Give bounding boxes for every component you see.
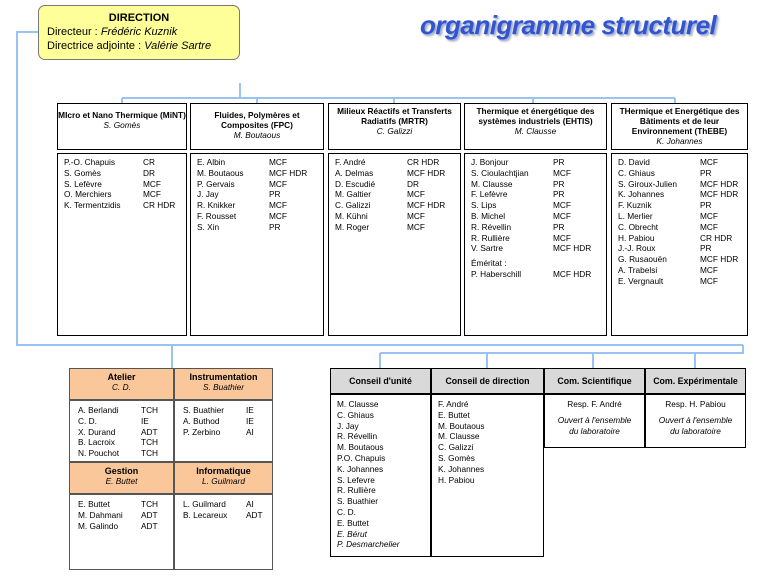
team-header [464,103,607,150]
member-grade: PR [553,178,565,189]
member-name: A. Berlandi [78,405,119,415]
member-name: E. Buttet [78,499,110,509]
council-member: M. Clausse [337,399,379,409]
member-grade: TCH [141,405,159,415]
member-grade: MCF [407,189,425,200]
member-grade: MCF [407,221,425,232]
council-member: E. Buttet [438,409,470,420]
team-members [190,153,324,336]
member-name: K. Johannes [618,189,665,200]
team-members [57,153,187,336]
member-grade: MCF HDR [407,200,446,211]
member-grade: PR [269,189,281,200]
service-responsable: L. Guilmard [202,476,245,486]
member-row [471,179,606,190]
council-note: Ouvert à l'ensemble du laboratoire [557,414,632,436]
member-row [471,269,606,280]
member-name: F. Kuznik [618,200,652,211]
member-name: F. André [335,157,366,167]
council-member: S. Buathier [337,496,379,507]
service-name: Informatique [196,466,251,476]
member-grade: PR [700,243,712,254]
member-row [618,265,747,276]
service-header [69,368,174,400]
service-header [174,368,273,400]
council-member: C. Ghiaus [337,409,374,420]
member-grade: MCF [700,264,718,275]
member-grade: MCF [553,210,571,221]
member-name: S. Lefèvre [64,178,102,189]
member-grade: MCF [700,210,718,221]
member-name: P. Haberschill [471,268,522,279]
member-row [335,179,460,190]
member-name: S. Giroux-Julien [618,178,678,189]
council-member: C. Galizzi [438,442,474,453]
member-row [183,499,272,510]
member-grade: PR [553,157,565,167]
member-grade: IE [246,405,254,415]
member-name: H. Pabiou [618,232,655,243]
member-name: M. Dahmani [78,509,123,520]
service-responsable: S. Buathier [202,382,245,392]
council-member: M. Clausse [438,431,480,442]
member-grade: MCF [269,157,287,167]
council-member: J. Jay [337,420,359,431]
service-members [174,494,273,570]
member-row [618,233,747,244]
member-row [471,243,606,254]
member-grade: AI [246,499,254,509]
member-grade: MCF [407,210,425,221]
member-row [183,427,272,438]
member-name: C. Ghiaus [618,167,655,178]
member-row [618,243,747,254]
member-row [618,179,747,190]
member-row [78,427,173,438]
member-grade: MCF HDR [553,268,592,279]
member-name: R. Knikker [197,200,236,211]
member-grade: MCF [143,178,161,189]
council-note: Ouvert à l'ensemble du laboratoire [658,414,733,436]
director-name: Frédéric Kuznik [100,26,178,38]
member-grade: MCF HDR [269,167,308,178]
council-body [645,394,746,448]
member-name: D. David [618,157,650,167]
member-row [197,211,323,222]
member-row [78,499,173,510]
council-member: H. Pabiou [438,474,475,485]
deputy-row [39,39,239,53]
member-grade: MCF [700,157,718,167]
member-row [78,437,173,448]
council-member: C. D. [337,506,356,517]
council-header: Conseil d'unité [330,368,431,394]
member-name: M. Clausse [471,178,513,189]
member-name: J.-J. Roux [618,243,656,254]
member-row [64,189,186,200]
member-name: P. Gervais [197,178,235,189]
member-name: M. Galtier [335,189,371,200]
member-row [618,168,747,179]
member-row [78,510,173,521]
member-row [78,521,173,532]
council-member: S. Gomès [438,452,475,463]
director-label: Directeur : [47,26,98,38]
member-row [335,222,460,233]
council-member: F. André [438,399,469,409]
member-name: J. Jay [197,189,219,200]
member-grade: TCH [141,448,159,459]
member-grade: MCF HDR [700,254,739,265]
member-grade: MCF [553,167,571,178]
service-members [69,400,174,462]
member-row [335,157,460,168]
member-grade: AI [246,426,254,437]
council-invited: E. Bérut [337,528,367,539]
member-grade: CR HDR [143,200,176,211]
council-member: K. Johannes [337,463,384,474]
member-name: N. Pouchot [78,448,120,459]
member-row [197,168,323,179]
team-header [328,103,461,150]
member-name: M. Roger [335,221,370,232]
member-name: S. Buathier [183,405,225,415]
member-grade: PR [553,189,565,200]
member-row [64,200,186,211]
member-name: C. D. [78,415,97,426]
member-row [618,254,747,265]
member-name: F. Rousset [197,210,237,221]
member-name: C. Galizzi [335,200,371,211]
member-grade: MCF [269,200,287,211]
council-member: S. Lefevre [337,474,375,485]
member-grade: MCF [553,232,571,243]
member-grade: PR [269,221,281,232]
council-member: M. Boutaous [438,420,485,431]
team-header [190,103,324,150]
service-responsable: C. D. [112,382,131,392]
member-grade: DR [407,178,419,189]
member-grade: MCF [269,178,287,189]
member-row [471,222,606,233]
council-header: Conseil de direction [431,368,544,394]
member-name: B. Michel [471,210,506,221]
member-name: L. Guilmard [183,499,226,509]
member-row [197,222,323,233]
member-name: M. Kühni [335,210,368,221]
member-grade: ADT [141,426,158,437]
member-grade: PR [553,221,565,232]
member-name: A. Buthod [183,415,220,426]
member-row [471,200,606,211]
council-member: E. Buttet [337,517,369,528]
member-row [618,276,747,287]
council-invited: P. Desmarchelier [337,539,400,550]
member-row [471,168,606,179]
member-name: F. Lefèvre [471,189,508,200]
member-row [335,200,460,211]
team-members [464,153,607,336]
direction-box [38,5,240,60]
service-name: Atelier [107,372,136,382]
member-grade: MCF HDR [553,243,592,254]
team-name: MIcro et Nano Thermique (MiNT) [58,110,186,120]
council-member: P.O. Chapuis [337,452,386,463]
member-name: R. Rullière [471,232,510,243]
member-grade: IE [246,415,254,426]
member-row [618,157,747,168]
member-name: P. Zerbino [183,426,221,437]
council-responsable: Resp. F. André [567,399,622,409]
member-row [471,157,606,168]
member-name: X. Durand [78,426,116,437]
member-row [183,510,272,521]
member-name: J. Bonjour [471,157,509,167]
member-row [78,416,173,427]
team-members [611,153,748,336]
member-row [618,222,747,233]
member-row [183,416,272,427]
council-member: M. Boutaous [337,442,384,453]
member-name: V. Sartre [471,243,503,254]
member-row [335,189,460,200]
member-grade: TCH [141,499,159,509]
member-row [64,179,186,190]
member-row [471,233,606,244]
council-body [544,394,645,448]
member-grade: PR [700,167,712,178]
member-row [618,200,747,211]
member-row [471,211,606,222]
emeritat-label: Éméritat : [471,258,507,269]
team-header [611,103,748,150]
member-row [197,179,323,190]
member-grade: MCF HDR [407,167,446,178]
member-name: B. Lacroix [78,437,115,448]
member-row [64,157,186,168]
member-row [335,168,460,179]
member-row [471,189,606,200]
member-name: S. Gomès [64,167,101,178]
member-grade: ADT [141,509,158,520]
team-responsable: M. Boutaous [233,130,281,140]
member-grade: ADT [141,520,158,531]
member-name: E. Vergnault [618,275,664,286]
team-members [328,153,461,336]
team-responsable: M. Clausse [514,126,557,136]
team-header [57,103,187,150]
member-grade: CR [143,157,155,167]
member-row [618,189,747,200]
member-row [197,189,323,200]
deputy-name: Valérie Sartre [144,40,212,52]
member-grade: TCH [141,437,159,448]
member-name: M. Boutaous [197,167,244,178]
member-row [197,157,323,168]
service-members [69,494,174,570]
member-grade: MCF HDR [700,189,739,200]
team-responsable: C. Galizzi [376,126,413,136]
member-row [78,448,173,459]
member-grade: MCF [269,210,287,221]
member-name: C. Obrecht [618,221,659,232]
team-responsable: S. Gomès [103,120,141,130]
member-name: S. Cioulachtjian [471,167,529,178]
member-name: S. Xin [197,221,220,232]
member-row [335,211,460,222]
member-grade: DR [143,167,155,178]
member-name: S. Lips [471,200,497,211]
director-row [39,25,239,39]
council-header: Com. Expérimentale [645,368,746,394]
council-responsable: Resp. H. Pabiou [665,399,726,409]
member-grade: IE [141,415,149,426]
member-name: A. Trabelsi [618,264,658,275]
member-name: A. Delmas [335,167,374,178]
council-body [330,394,431,557]
member-row [183,405,272,416]
member-name: P.-O. Chapuis [64,157,116,167]
page-title: organigramme structurel [420,10,717,40]
service-members [174,400,273,462]
member-name: G. Rusaouën [618,254,667,265]
council-member: R. Révellin [337,431,378,442]
member-grade: MCF [143,189,161,200]
team-name: Milieux Réactifs et Transferts Radiatifs (MRTR) [337,106,452,126]
member-name: D. Escudié [335,178,376,189]
team-name: Fluides, Polymères et Composites (FPC) [214,110,300,130]
council-member: K. Johannes [438,463,485,474]
service-name: Gestion [104,466,139,476]
service-header [174,462,273,494]
member-row [78,405,173,416]
member-name: R. Révellin [471,221,512,232]
council-member: R. Rullière [337,485,376,496]
member-name: K. Termentzidis [64,200,121,211]
member-row [64,168,186,179]
member-grade: MCF [700,221,718,232]
service-header [69,462,174,494]
member-name: E. Albin [197,157,226,167]
member-name: L. Merlier [618,210,653,221]
team-name: Thermique et énergétique des systèmes industriels (EHTIS) [476,106,595,126]
deputy-label: Directrice adjointe : [47,40,142,52]
council-header: Com. Scientifique [544,368,645,394]
service-name: Instrumentation [189,372,258,382]
service-responsable: E. Buttet [105,476,138,486]
member-grade: CR HDR [700,232,733,243]
member-grade: MCF HDR [700,178,739,189]
member-name: B. Lecareux [183,509,228,520]
member-grade: MCF [700,275,718,286]
member-name: M. Galindo [78,520,119,531]
member-grade: CR HDR [407,157,440,167]
member-grade: MCF [553,200,571,211]
team-responsable: K. Johannes [656,136,703,146]
council-body [431,394,544,557]
team-name: THermique et Energétique des Bâtiments et de leur Environnement (ThEBE) [619,106,740,136]
direction-title: DIRECTION [108,12,170,24]
member-grade: PR [700,200,712,211]
member-name: O. Merchiers [64,189,112,200]
member-row [618,211,747,222]
member-row [197,200,323,211]
member-grade: ADT [246,509,263,520]
